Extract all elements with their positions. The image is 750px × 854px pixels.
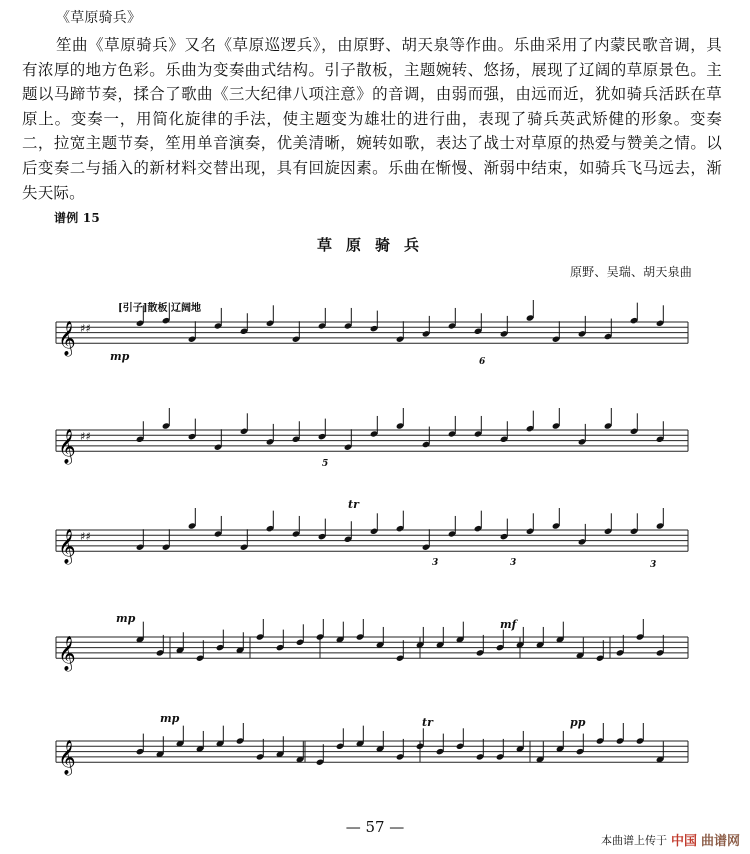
site-logo: 中国 xyxy=(670,834,697,849)
treble-clef-icon: 𝄞 xyxy=(58,429,76,465)
trill-mark: tr xyxy=(348,498,359,511)
key-signature: ♯♯ xyxy=(80,530,91,543)
treble-clef-icon: 𝄞 xyxy=(58,529,76,565)
body-paragraph: 笙曲《草原骑兵》又名《草原巡逻兵》，由原野、胡天泉等作曲。乐曲采用了内蒙民歌音调，具有浓厚的地方色彩。乐曲为变奏曲式结构。引子散板，主题婉转、悠扬，展现了辽阔的草原景色。主题以马蹄节奏，揉合了歌曲《三大纪律八项注意》的音调，由弱而强，由远而近，犹如骑兵活跃在草原上。变奏一，用简化旋律的手法，使主题变为雄壮的进行曲，表现了骑兵英武矫健的形象。变奏二，拉宽主题节奏，笙用单音演奏，优美清晰，婉转如歌，表达了战士对草原的热爱与赞美之情。以后变奏二与插入的新材料交替出现，具有回旋因素。乐曲在惭慢、渐弱中结束，如骑兵飞马远去，渐失天际。 xyxy=(22,36,722,202)
dynamic-mp: mp xyxy=(116,612,136,625)
tuplet-number: 3 xyxy=(432,558,439,568)
key-signature: ♯♯ xyxy=(80,430,91,443)
watermark-text: 本曲谱上传于 xyxy=(600,833,667,847)
site-logo-suffix: 曲谱网 xyxy=(700,834,740,849)
example-label: 谱例 15 xyxy=(54,211,100,225)
score-composer: 原野、吴瑞、胡天泉曲 xyxy=(569,265,692,279)
dynamic-mf: mf xyxy=(500,618,517,631)
trill-mark: tr xyxy=(422,716,433,729)
tuplet-number: 3 xyxy=(510,558,517,568)
treble-clef-icon: 𝄞 xyxy=(58,740,76,776)
treble-clef-icon: 𝄞 xyxy=(58,321,76,357)
intro-marking: [引子]散板 辽阔地 xyxy=(118,303,201,314)
tuplet-number: 5 xyxy=(322,459,329,469)
key-signature: ♯♯ xyxy=(80,322,91,335)
dynamic-pp: pp xyxy=(570,716,586,729)
page-number: — 57 — xyxy=(345,818,405,836)
watermark xyxy=(601,830,740,849)
treble-clef-icon: 𝄞 xyxy=(58,636,76,672)
tuplet-number: 6 xyxy=(479,357,486,367)
section-heading: 《草原骑兵》 xyxy=(56,10,142,26)
dynamic-mp: mp xyxy=(110,350,130,363)
tuplet-number: 3 xyxy=(650,560,657,570)
score-title: 草原骑兵 xyxy=(316,236,433,254)
dynamic-mp: mp xyxy=(160,712,180,725)
